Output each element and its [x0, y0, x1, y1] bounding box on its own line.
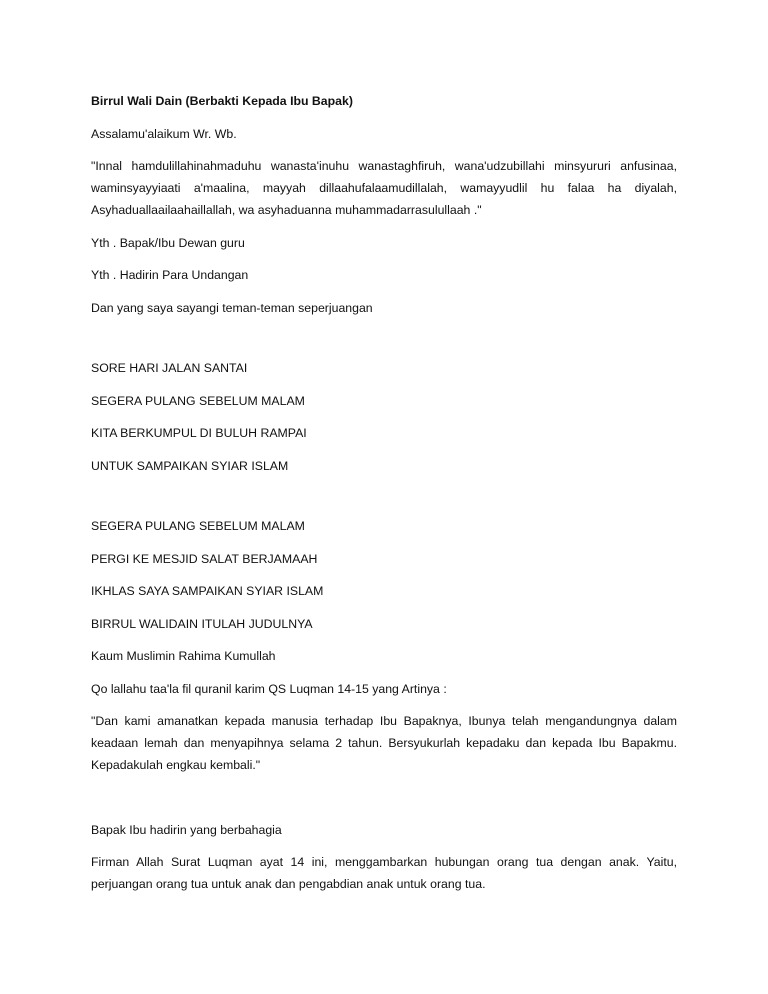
paragraph-spacer — [91, 787, 677, 819]
address-line: Bapak Ibu hadirin yang berbahagia — [91, 822, 282, 837]
quran-translation: "Dan kami amanatkan kepada manusia terhadap Ibu Bapaknya, Ibunya telah mengandungnya dalam keadaan lemah dan menyapihnya selama 2 tahun. Bersyukurlah kepadaku dan kepada Ibu Bapakmu. Kepadakulah engkau kembali." — [91, 714, 677, 772]
address-line: Dan yang saya sayangi teman-teman seperjuangan — [91, 300, 373, 315]
pantun-line: SEGERA PULANG SEBELUM MALAM — [91, 393, 305, 408]
document-title: Birrul Wali Dain (Berbakti Kepada Ibu Bapak) — [91, 94, 353, 108]
pantun-line: SEGERA PULANG SEBELUM MALAM — [91, 519, 305, 533]
closing-paragraph: Firman Allah Surat Luqman ayat 14 ini, menggambarkan hubungan orang tua dengan anak. Yaitu, perjuangan orang tua untuk anak dan pengabdian anak untuk orang tua. — [91, 855, 677, 891]
pantun-line: SORE HARI JALAN SANTAI — [91, 361, 248, 375]
paragraph-spacer — [91, 329, 677, 357]
opening-prayer: "Innal hamdulillahinahmaduhu wanasta'inuhu wanastaghfiruh, wana'udzubillahi minsyururi anfusinaa, waminsyayyiaati a'maalina, mayyah dillaahufalaamudillalah, wamayyudlil hu falaa ha diyalah, Asyhaduallaailaahaillallah, wa asyhaduanna muhammadarrasulullaah ." — [91, 159, 677, 217]
address-line: Yth . Hadirin Para Undangan — [91, 268, 249, 282]
quran-intro: Qo lallahu taa'la fil quranil karim QS Luqman 14-15 yang Artinya : — [91, 681, 447, 696]
paragraph-spacer — [91, 487, 677, 515]
pantun-line: BIRRUL WALIDAIN ITULAH JUDULNYA — [91, 616, 313, 631]
pantun-line: KITA BERKUMPUL DI BULUH RAMPAI — [91, 426, 307, 440]
greeting: Assalamu'alaikum Wr. Wb. — [91, 126, 237, 141]
pantun-line: UNTUK SAMPAIKAN SYIAR ISLAM — [91, 458, 289, 473]
pantun-line: PERGI KE MESJID SALAT BERJAMAAH — [91, 551, 318, 566]
pantun-line: IKHLAS SAYA SAMPAIKAN SYIAR ISLAM — [91, 584, 324, 598]
address-line: Kaum Muslimin Rahima Kumullah — [91, 649, 276, 663]
document-body — [91, 90, 677, 906]
address-line: Yth . Bapak/Ibu Dewan guru — [91, 235, 245, 250]
